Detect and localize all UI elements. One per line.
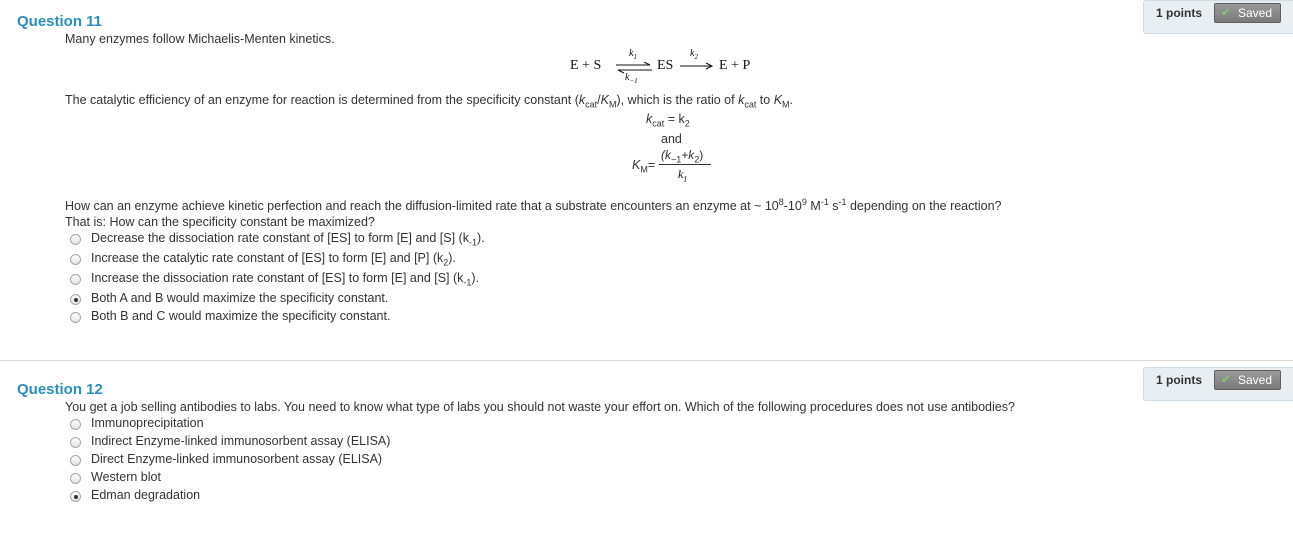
kcat-equation: $k_{cat} = k_2$ xyxy=(646,112,690,129)
question-intro: Many enzymes follow Michaelis-Menten kinetics. xyxy=(65,32,335,46)
question-text: How can an enzyme achieve kinetic perfection and reach the diffusion-limited rate that a substrate encounters an enzyme at ~ $10^8-10^9$ $M^{-1}$ $s^{-1}$ depending on the reaction? xyxy=(65,197,1002,214)
km-numerator: $(k_{-1}+k_2)$ xyxy=(661,148,704,165)
saved-label: Saved xyxy=(1238,373,1273,387)
radio-button[interactable] xyxy=(70,312,81,323)
and-text: and xyxy=(661,132,682,146)
points-label: 1 points xyxy=(1156,373,1203,387)
es-complex: ES xyxy=(657,58,674,73)
radio-button-selected[interactable] xyxy=(70,491,81,502)
saved-button[interactable] xyxy=(1214,3,1281,23)
radio-button[interactable] xyxy=(70,274,81,285)
question-title: Question 11 xyxy=(17,13,103,30)
products: E + P xyxy=(719,58,751,73)
question-text: You get a job selling antibodies to labs. You need to know what type of labs you should not waste your effort on. Which of the following procedures does not use antibodies? xyxy=(65,400,1015,414)
radio-button[interactable] xyxy=(70,437,81,448)
k1-label: $k_1$ xyxy=(629,48,637,61)
saved-label: Saved xyxy=(1238,6,1273,20)
radio-button-selected[interactable] xyxy=(70,294,81,305)
reaction-scheme xyxy=(568,46,768,86)
km-equation: $K_M=$ $(k_{-1}+k_2)$ $k_1$ xyxy=(631,148,721,184)
check-icon: ✔ xyxy=(1221,7,1231,19)
radio-button[interactable] xyxy=(70,419,81,430)
question-11: Question 11 1 points ✔ Saved Many enzymes follow Michaelis-Menten kinetics. E + S $k_1$ $k_{-1}$ ES $k_2$ E + P The catalytic efficiency of an enzyme for reaction is determined from the specificity constant $(k_{cat}/K_M)$, which is the ratio of $k_{cat}$ to $K_M$. $k_{cat} = k_2$ and $K_M=$ $(k_{-1}+k_2)$ $k_1$ How can an enzyme achieve kinetic perfection and reach the diffusion-limited rate that a substrate encounters an enzyme at ~ $10^8-10^9$ $M^{-1}$ $s^{-1}$ depending on the reaction? That is: How can the specificity constant be maximized? Decrease the dissociation rate constant of [ES] to form [E] and [S] $(k_{-1})$. Increase the catalytic rate constant of [ES] to form [E] and [P] $(k_2)$. Increase the dissociation rate constant of [ES] to form [E] and [S] $(k_{-1})$. Both A and B would maximize the specificity constant. Both B and C would maximize the specificity constant. xyxy=(0,0,1293,358)
radio-button[interactable] xyxy=(70,234,81,245)
reactants: E + S xyxy=(570,58,602,73)
km-denominator: $k_1$ xyxy=(678,167,688,184)
radio-button[interactable] xyxy=(70,254,81,265)
k-minus1-label: $k_{-1}$ xyxy=(625,72,638,85)
question-12: Question 12 1 points ✔ Saved You get a job selling antibodies to labs. You need to know what type of labs you should not waste your effort on. Which of the following procedures does not use antibodies? Immunoprecipitation Indirect Enzyme-linked immunosorbent assay (ELISA) Direct Enzyme-linked immunosorbent assay (ELISA) Western blot Edman degradation xyxy=(0,361,1293,539)
efficiency-statement: The catalytic efficiency of an enzyme for reaction is determined from the specificity constant $(k_{cat}/K_M)$, which is the ratio of $k_{cat}$ to $K_M$. xyxy=(65,93,794,110)
radio-button[interactable] xyxy=(70,473,81,484)
k2-label: $k_2$ xyxy=(690,48,698,61)
forward-arrow-icon xyxy=(679,62,715,70)
question-title: Question 12 xyxy=(17,381,103,398)
points-label: 1 points xyxy=(1156,6,1203,20)
fraction-bar xyxy=(659,164,711,165)
radio-button[interactable] xyxy=(70,455,81,466)
check-icon: ✔ xyxy=(1221,374,1231,386)
points-panel xyxy=(1143,0,1293,34)
question-subtext: That is: How can the specificity constant be maximized? xyxy=(65,215,375,229)
points-panel xyxy=(1143,367,1293,401)
saved-button[interactable] xyxy=(1214,370,1281,390)
